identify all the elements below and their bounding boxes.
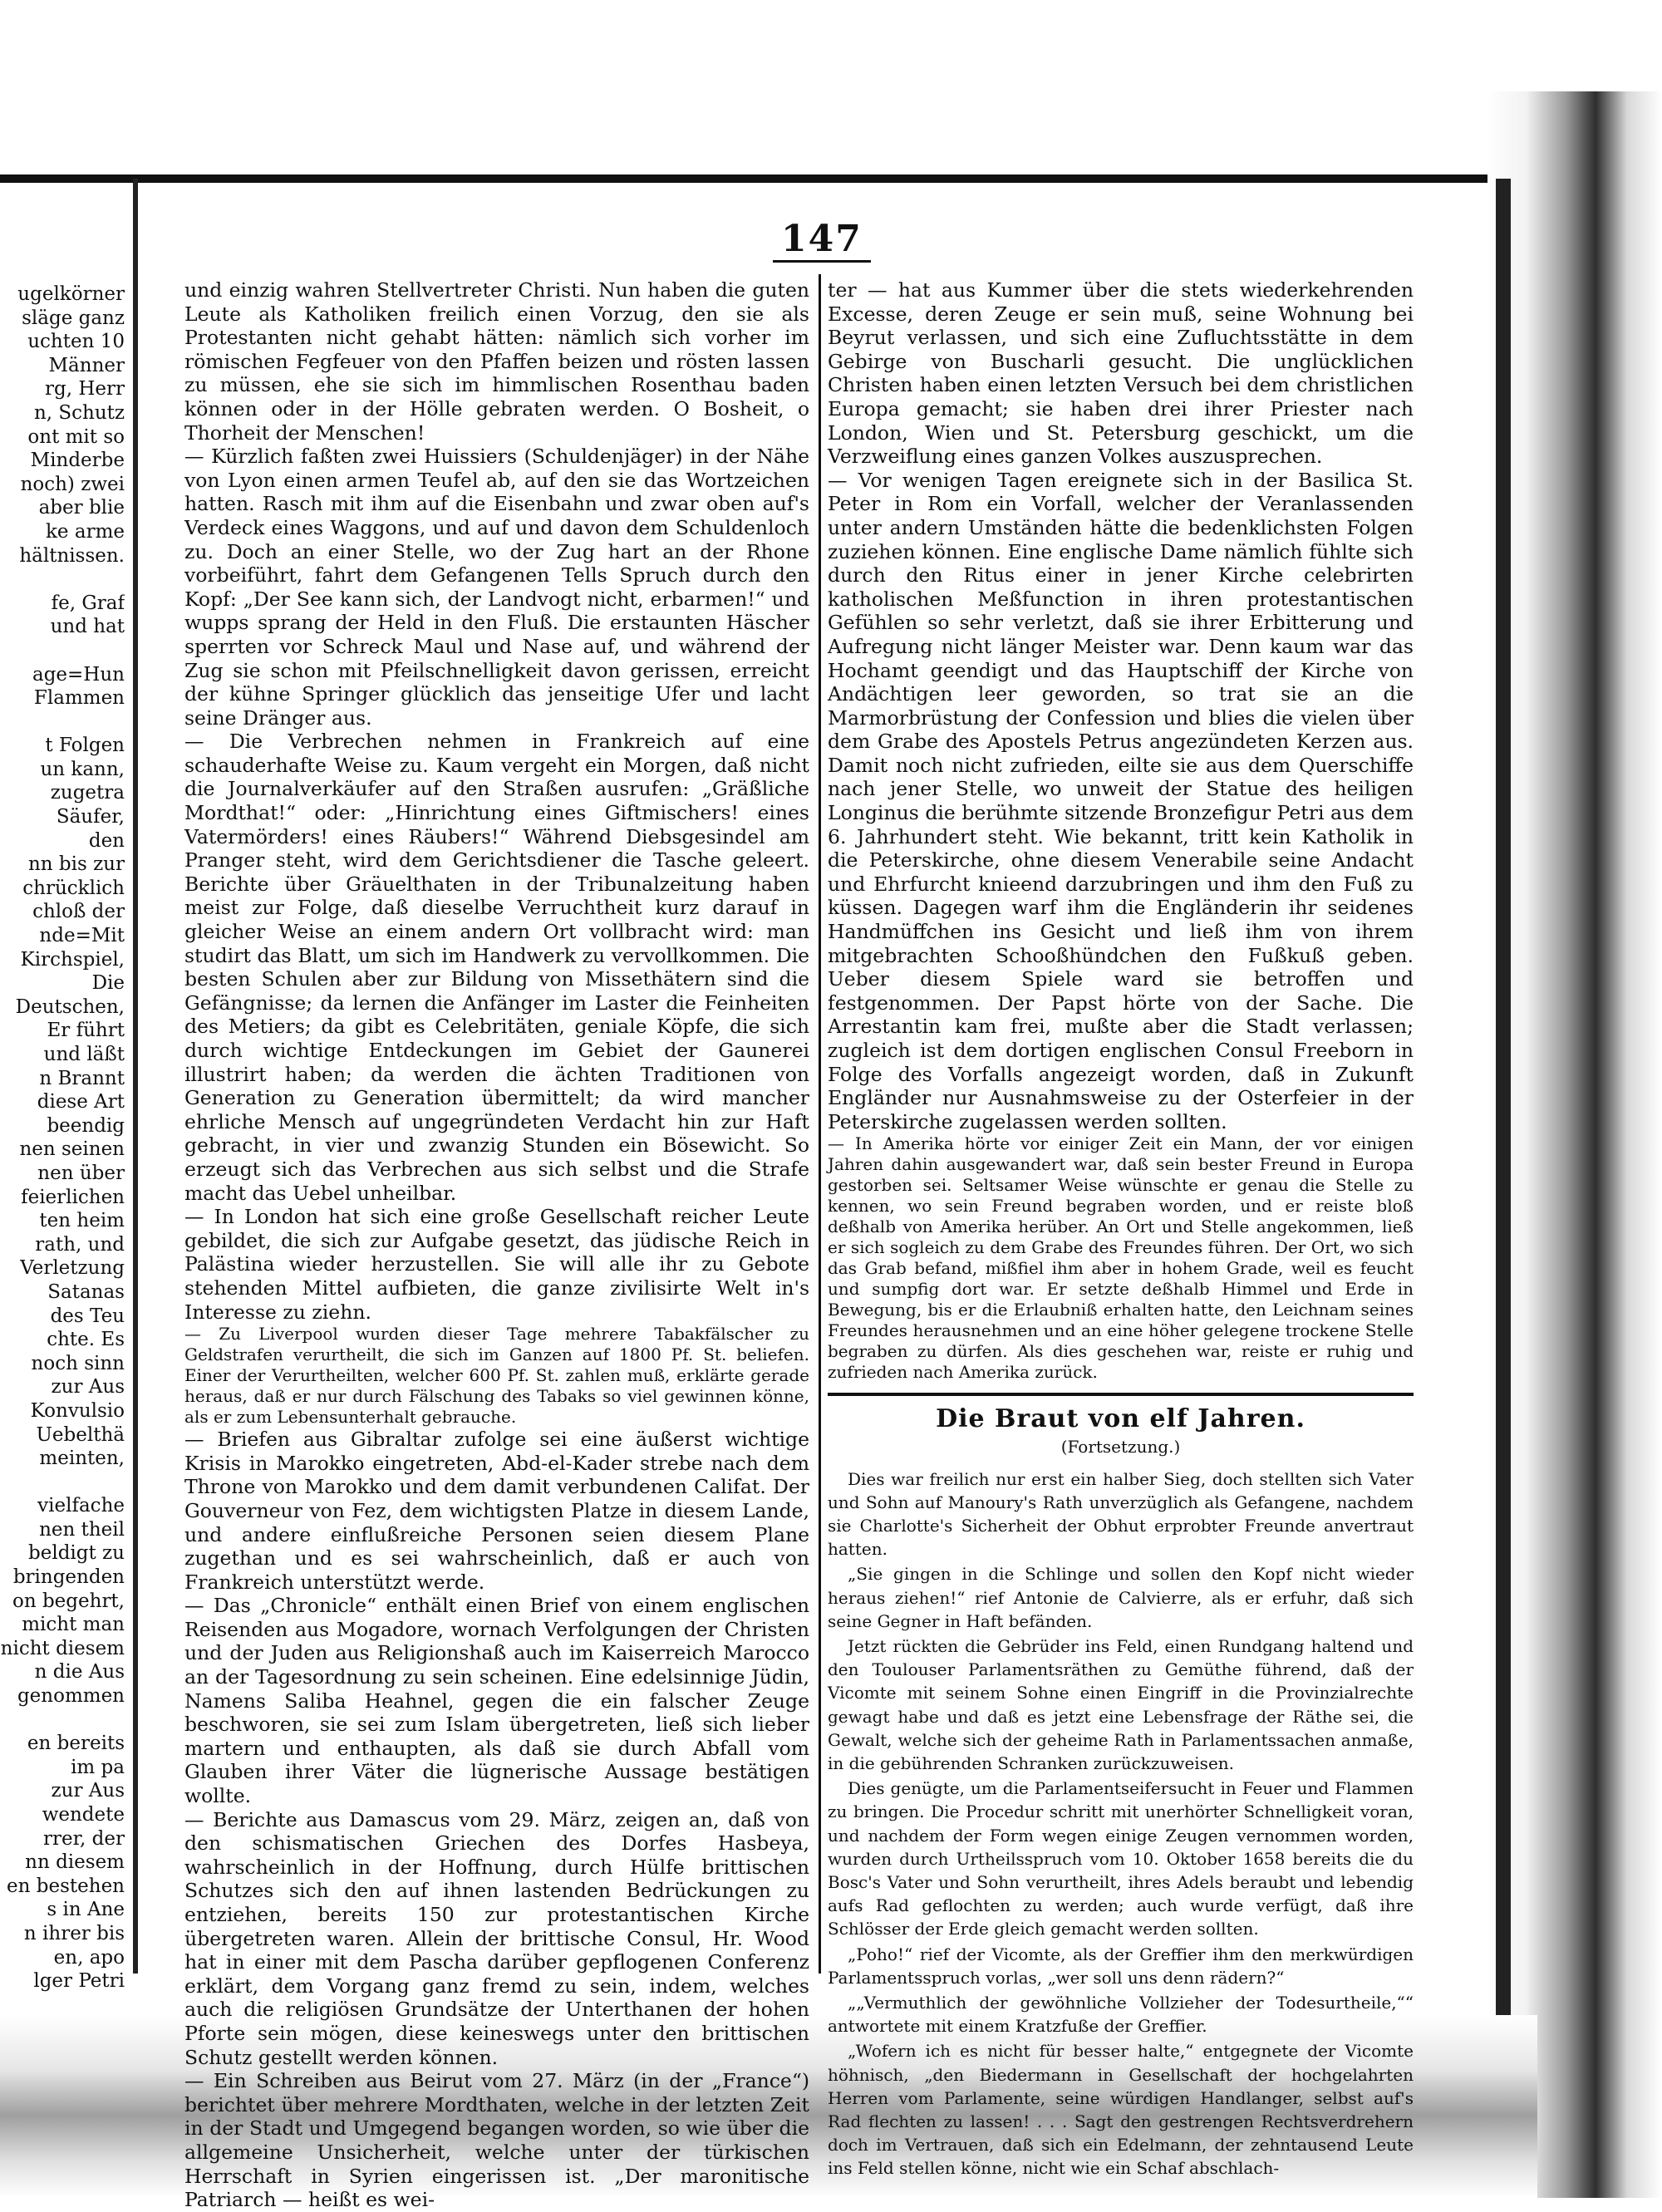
fragment-line: lger Petri xyxy=(33,1970,125,1993)
fragment-line: noch) zwei xyxy=(20,473,125,495)
fragment-line: n Brannt xyxy=(39,1067,125,1089)
article-paragraph-small: — In Amerika hörte vor einiger Zeit ein Mann, der vor einigen Jahren dahin ausgewandert war, daß sein bester Freund in Europa gestorben sei. Seltsamer Weise wünschte er genau die Stelle zu kennen, wo sein Freund begraben worden, und er reiste bloß deßhalb von Amerika herüber. An Ort und Stelle angekommen, ließ er sich sogleich zu dem Grabe des Freundes führen. Der Ort, wo sich das Grab befand, mißfiel ihm aber in hohem Grade, weil es feucht und sumpfig dort war. Er setzte deßhalb Himmel und Erde in Bewegung, bis er die Erlaubniß erhalten hatte, den Leichnam seines Freundes herausnehmen und an eine höher gelegene trockene Stelle begraben zu dürfen. Als dies geschehen war, reiste er ruhig und zufrieden nach Amerika zurück. xyxy=(828,1133,1414,1383)
fragment-line: noch sinn xyxy=(31,1352,125,1374)
fragment-line: släge ganz xyxy=(22,307,125,329)
fragment-line: Flammen xyxy=(33,687,125,710)
fragment-line: chloß der xyxy=(32,901,125,923)
fragment-line: meinten, xyxy=(39,1448,125,1470)
fragment-line: n, Schutz xyxy=(33,401,125,424)
book-fold-shadow-right xyxy=(1487,91,1662,2198)
article-paragraph: ter — hat aus Kummer über die stets wiederkehrenden Excesse, deren Zeuge er sein muß, seine Wohnung bei Beyrut verlassen, und sich eine Zufluchtsstätte in dem Gebirge von Buscharli gesucht. Die unglücklichen Christen haben einen letzten Versuch bei dem christlichen Europa gemacht; sie haben drei ihrer Priester nach London, Wien und St. Petersburg geschickt, um die Verzweiflung eines ganzen Volkes auszusprechen. xyxy=(828,278,1414,469)
fragment-line: wendete xyxy=(42,1804,125,1826)
article-paragraph: — In London hat sich eine große Gesellschaft reicher Leute gebildet, die sich zur Aufgabe gesetzt, das jüdische Reich in Palästina wieder herzustellen. Sie will alle ihr zu Gebote stehenden Mittel aufbieten, die ganze zivilisirte Welt in's Interesse zu ziehn. xyxy=(184,1205,809,1324)
fragment-line: t Folgen xyxy=(45,735,125,757)
fragment-line: nicht diesem xyxy=(0,1637,125,1659)
fragment-line: nen über xyxy=(37,1162,125,1184)
article-paragraph: — Die Verbrechen nehmen in Frankreich auf eine schauderhafte Weise zu. Kaum vergeht ein Morgen, daß nicht die Journalverkäufer auf den Straßen ausrufen: „Gräßliche Mordthat!“ oder: „Hinrichtung eines Giftmischers! eines Vatermörders! eines Räubers!“ Während Diebsgesindel am Pranger steht, wird dem Gerichtsdiener die Tasche geleert. Berichte über Gräuelthaten in der Tribunalzeitung haben meist zur Folge, daß dieselbe Verruchtheit kurz darauf in gleicher Weise an einem andern Ort vollbracht wird: man studirt das Blatt, um sich im Handwerk zu vervollkommen. Die besten Schulen aber zur Bildung von Missethätern sind die Gefängnisse; da lernen die Anfänger im Laster die Feinheiten des Metiers; da gibt es Celebritäten, geniale Köpfe, die sich durch wichtige Entdeckungen im Gebiet der Gaunerei illustrirt haben; da werden die ächten Traditionen von Generation zu Generation übermittelt; da wird mancher ehrliche Mensch auf ungegründeten Verdacht hin zur Haft gebracht, in vier und zwanzig Stunden ein Bösewicht. So erzeugt sich das Verbrechen aus sich selbst und die Strafe macht das Uebel unheilbar. xyxy=(184,730,809,1205)
story-paragraph: „Wofern ich es nicht für besser halte,“ entgegnete der Vicomte höhnisch, „den Biedermann in Gesellschaft der hochgelahrten Herren vom Parlamente, seine würdigen Handlanger, selbst auf's Rad flechten zu lassen! . . . Sagt den gestrengen Rechtsverdrehern doch im Vertrauen, daß sich ein Edelmann, der zehntausend Leute ins Feld stellen könne, nicht wie ein Schaf abschlach- xyxy=(828,2041,1414,2179)
fragment-line: uchten 10 xyxy=(27,331,125,353)
fragment-line: Deutschen, xyxy=(15,995,125,1018)
fragment-line xyxy=(0,568,125,592)
serial-story xyxy=(828,1404,1414,2180)
fragment-line: bringenden xyxy=(12,1566,125,1589)
fragment-line: s in Ane xyxy=(47,1899,125,1921)
right-margin-bar xyxy=(1496,179,1511,2023)
article-paragraph: — Das „Chronicle“ enthält einen Brief von einem englischen Reisenden aus Mogadore, wornach Verfolgungen der Christen und der Juden aus Religionshaß auch im Kaiserreich Marocco an der Tagesordnung zu sein scheinen. Eine edelsinnige Jüdin, Namens Saliba Heahnel, gegen die ein falscher Zeuge beschworen, sie sei zum Islam übergetreten, ließ sich lieber martern und enthaupten, als daß sie durch Abfall vom Glauben ihrer Väter die lügnerische Aussage bestätigen wollte. xyxy=(184,1594,809,1808)
fragment-line: den xyxy=(88,829,125,852)
fragment-line: feierlichen xyxy=(21,1186,125,1208)
fragment-line: micht man xyxy=(22,1614,125,1636)
article-paragraph: — Ein Schreiben aus Beirut vom 27. März (in der „France“) berichtet über mehrere Mordthaten, welche in der letzten Zeit in der Stadt und Umgegend begangen worden, so wie über die allgemeine Unsicherheit, welche unter der türkischen Herrschaft in Syrien eingerissen ist. „Der maronitische Patriarch — heißt es wei- xyxy=(184,2069,809,2212)
fragment-line: beldigt zu xyxy=(28,1542,125,1565)
fragment-line: nen seinen xyxy=(19,1138,125,1161)
fragment-line xyxy=(0,1471,125,1495)
fragment-line: zugetra xyxy=(50,782,125,804)
fragment-line: nn bis zur xyxy=(27,853,125,876)
fragment-line: Minderbe xyxy=(30,450,125,472)
story-paragraph: Dies genügte, um die Parlamentseifersucht in Feuer und Flammen zu bringen. Die Procedur schritt mit unerhörter Schnelligkeit voran, und nachdem der Form wegen einige Zeugen vernommen worden, wurden durch Urtheilsspruch vom 10. Oktober 1658 bereits die du Bosc's Vater und Sohn verurtheilt, ihres Adels beraubt und lebendig aufs Rad geflochten zu werden; auch wurde verfügt, daß ihre Schlösser der Erde gleich gemacht werden sollten. xyxy=(828,1778,1414,1939)
fragment-line: rrer, der xyxy=(42,1827,125,1850)
story-paragraph: „Poho!“ rief der Vicomte, als der Greffier ihm den merkwürdigen Parlamentsspruch vorlas, „wer soll uns denn rädern?“ xyxy=(828,1944,1414,1988)
story-paragraph: „„Vermuthlich der gewöhnliche Vollzieher der Todesurtheile,““ antwortete mit einem Kratzfuße der Greffier. xyxy=(828,1993,1414,2037)
fragment-line: genommen xyxy=(17,1685,125,1708)
article-paragraph-small: — Zu Liverpool wurden dieser Tage mehrere Tabakfälscher zu Geldstrafen verurtheilt, die sich im Ganzen auf 1800 Pf. St. beliefen. Einer der Verurtheilten, welcher 600 Pf. St. zahlen muß, erklärte gerade heraus, daß er nur durch Fälschung des Tabaks so viel gewinnen könne, als er zum Lebensunterhalt gebrauche. xyxy=(184,1324,809,1428)
fragment-line: zur Aus xyxy=(51,1780,125,1802)
fragment-line: Konvulsio xyxy=(30,1399,125,1422)
article-paragraph: — Kürzlich faßten zwei Huissiers (Schuldenjäger) in der Nähe von Lyon einen armen Teufel ab, auf den sie das Wortzeichen hatten. Rasch mit ihm auf die Eisenbahn und zwar oben auf's Verdeck eines Waggons, und auf und davon dem Schuldenloch zu. Doch an einer Stelle, wo der Zug hart an der Rhone vorbeiführt, fahrt dem Gefangenen Tells Spruch durch den Kopf: „Der See kann sich, der Landvogt nicht, erbarmen!“ und wupps sprang der Held in den Fluß. Die erstaunten Häscher sperrten vor Schreck Maul und Nase auf, und während der Zug sie schon mit Pfeilschnelligkeit davon gerissen, erreicht der kühne Springer glücklich das jenseitige Ufer und lacht seine Dränger aus. xyxy=(184,445,809,730)
fragment-line: ont mit so xyxy=(27,425,125,448)
middle-column xyxy=(184,278,809,2212)
story-title: Die Braut von elf Jahren. xyxy=(936,1404,1306,1434)
fragment-line: nn diesem xyxy=(25,1851,125,1874)
fragment-line: diese Art xyxy=(37,1091,125,1113)
article-paragraph: — Vor wenigen Tagen ereignete sich in der Basilica St. Peter in Rom ein Vorfall, welcher der Veranlassenden unter andern Umständen hätte die bedenklichsten Folgen zuziehen können. Eine englische Dame nämlich fühlte sich durch den Ritus einer in jener Kirche celebrirten katholischen Meßfunction in ihren protestantischen Gefühlen so sehr verletzt, daß sie ihrer Erbitterung und Aufregung nicht länger Meister war. Denn kaum war das Hochamt geendigt und das Hauptschiff der Kirche von Andächtigen leer geworden, so trat sie an die Marmorbrüstung der Confession und blies die vielen über dem Grabe des Apostels Petrus angezündeten Kerzen aus. Damit noch nicht zufrieden, eilte sie aus dem Querschiffe nach jener Stelle, wo unweit der Statue des heiligen Longinus die berühmte sitzende Bronzefigur Petri aus dem 6. Jahrhundert steht. Wie bekannt, tritt kein Katholik in die Peterskirche, ohne diesem Venerabile seine Andacht und Ehrfurcht knieend darzubringen und ihm den Fuß zu küssen. Dagegen warf ihm die Engländerin ihr seidenes Handmüffchen ins Gesicht und ließ ihm von ihrem mitgebrachten Schooßhündchen den Fußkuß geben. Ueber diesem Spiele ward sie betroffen und festgenommen. Der Papst hörte von der Sache. Die Arrestantin kam frei, mußte aber die Stadt verlassen; zugleich ist dem dortigen englischen Consul Freeborn in Folge des Vorfalls angezeigt worden, daß in Zukunft Engländer nur Ausnahmsweise zu der Osterfeier in der Peterskirche zugelassen werden sollten. xyxy=(828,468,1414,1133)
fragment-line: Die xyxy=(91,972,125,995)
story-paragraph: Jetzt rückten die Gebrüder ins Feld, einen Rundgang haltend und den Toulouser Parlamentsräthen zu Gemüthe führend, daß der Vicomte mit seinem Sohne einen Eingriff in die Provinzialrechte gewagt habe und daß es jetzt eine Lebensfrage der Räthe sei, die Gewalt, welche sich der geheime Rath in Parlamentssachen anmaße, in die gebührenden Schranken zurückzuweisen. xyxy=(828,1635,1414,1773)
fragment-line: ugelkörner xyxy=(17,283,125,305)
fragment-line xyxy=(0,710,125,735)
spine-gutter-rule xyxy=(133,179,138,1974)
fragment-line: nde=Mit xyxy=(39,925,125,947)
page-number: 147 xyxy=(773,218,871,263)
fragment-line: en bereits xyxy=(27,1733,125,1755)
story-paragraph: Dies war freilich nur erst ein halber Sieg, doch stellten sich Vater und Sohn auf Manoury's Rath unverzüglich als Gefangene, nachdem sie Charlotte's Sicherheit der Obhut erprobter Freunde anvertraut hatten. xyxy=(828,1468,1414,1560)
previous-page-fragment xyxy=(0,283,125,1993)
fragment-line: beendig xyxy=(47,1114,125,1137)
fragment-line: Uebelthä xyxy=(36,1423,125,1446)
fragment-line: aber blie xyxy=(38,497,125,519)
article-paragraph: — Berichte aus Damascus vom 29. März, zeigen an, daß von den schismatischen Griechen des Dorfes Hasbeya, wahrscheinlich in der Hoffnung, durch Hülfe brittischen Schutzes sich den auf ihnen lastenden Bedrückungen zu entziehen, bereits 150 zur protestantischen Kirche übergetreten waren. Allein der brittische Consul, Hr. Wood hat in einer mit dem Pascha darüber gepflogenen Conferenz erklärt, dem Vorgang ganz fremd zu sein, indem, welches auch die religiösen Grundsätze der Unterthanen der hohen Pforte sein mögen, diese keineswegs unter den brittischen Schutz gestellt werden können. xyxy=(184,1807,809,2069)
fragment-line xyxy=(0,1708,125,1733)
fragment-line: hältnissen. xyxy=(19,544,125,567)
column-divider xyxy=(819,274,821,1974)
fragment-line: n ihrer bis xyxy=(23,1922,125,1944)
fragment-line: fe, Graf xyxy=(51,592,125,614)
fragment-line: rg, Herr xyxy=(45,378,125,401)
fragment-line: zur Aus xyxy=(51,1376,125,1398)
fragment-line: des Teu xyxy=(50,1305,125,1327)
fragment-line: ten heim xyxy=(39,1210,125,1232)
fragment-line: Satanas xyxy=(47,1281,125,1303)
fragment-line: im pa xyxy=(71,1756,125,1778)
fragment-line: chte. Es xyxy=(47,1329,125,1351)
fragment-line: und läßt xyxy=(43,1044,125,1065)
scan-top-edge xyxy=(0,175,1537,183)
fragment-line: Männer xyxy=(48,354,125,376)
fragment-line: und hat xyxy=(50,616,125,638)
fragment-line: Säufer, xyxy=(56,806,125,828)
fragment-line xyxy=(0,639,125,663)
fragment-line: rath, und xyxy=(35,1233,125,1256)
article-paragraph: und einzig wahren Stellvertreter Christi. Nun haben die guten Leute als Katholiken freilich einen Vorzug, den sie als Protestanten nicht gehabt hätten: nämlich sich vorher im römischen Fegfeuer von den Pfaffen beizen und rösten lassen zu müssen, ehe sie sich im himmlischen Rosenthau baden können oder in der Hölle gebraten werden. O Bosheit, o Thorheit der Menschen! xyxy=(184,278,809,445)
fragment-line: Er führt xyxy=(47,1020,125,1042)
fragment-line: Verletzung xyxy=(20,1257,125,1280)
fragment-line: age=Hun xyxy=(32,663,125,686)
fragment-line: Kirchspiel, xyxy=(20,948,125,971)
section-divider xyxy=(828,1393,1414,1396)
fragment-line: en bestehen xyxy=(7,1875,125,1897)
fragment-line: nen theil xyxy=(39,1518,125,1541)
fragment-line: en, apo xyxy=(53,1946,125,1969)
fragment-line: ke arme xyxy=(46,520,125,543)
fragment-line: on begehrt, xyxy=(12,1590,125,1612)
right-column xyxy=(828,278,1414,2182)
story-subtitle: (Fortsetzung.) xyxy=(1060,1436,1181,1457)
fragment-line: chrücklich xyxy=(22,877,125,899)
fragment-line: vielfache xyxy=(37,1495,125,1517)
fragment-line: un kann, xyxy=(40,758,125,780)
story-paragraph: „Sie gingen in die Schlinge und sollen den Kopf nicht wieder heraus ziehen!“ rief Antonie de Calvierre, als er erfuhr, daß sich seine Gegner in Haft befänden. xyxy=(828,1564,1414,1631)
fragment-line: n die Aus xyxy=(34,1661,125,1684)
article-paragraph: — Briefen aus Gibraltar zufolge sei eine äußerst wichtige Krisis in Marokko eingetreten, Abd-el-Kader strebe nach dem Throne von Marokko und dem damit verbundenen Califat. Der Gouverneur von Fez, dem wichtigsten Platze in diesem Lande, und andere einflußreiche Personen seien diesem Plane zugethan und es sei wahrscheinlich, daß er auch von Frankreich unterstützt werde. xyxy=(184,1428,809,1594)
